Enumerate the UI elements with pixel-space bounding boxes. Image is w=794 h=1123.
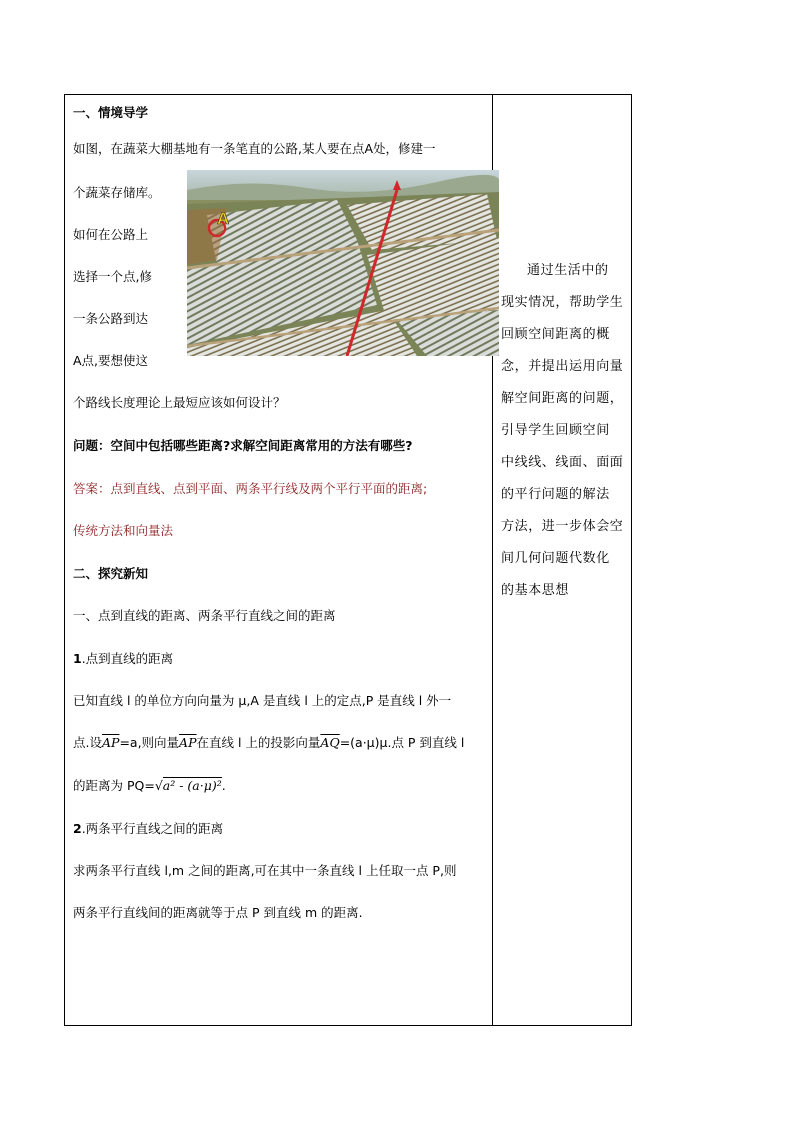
paragraph2-line1: 求两条平行直线 l,m 之间的距离,可在其中一条直线 l 上任取一点 P,则 xyxy=(73,863,457,878)
p1-l2-a: 点.设 xyxy=(73,735,102,750)
main-content-cell xyxy=(73,95,489,1025)
sidebar-line-2: 现实情况，帮助学生 xyxy=(501,295,624,310)
sidebar-line-1: 通过生活中的 xyxy=(527,263,609,278)
sidebar-line-5: 解空间距离的问题， xyxy=(501,391,624,406)
p1-l2-d: =(a·μ)μ.点 P 到直线 l xyxy=(339,735,465,750)
left-line-4: A点,要想使这 xyxy=(73,353,149,368)
question-tail: 个路线长度理论上最短应该如何设计？ xyxy=(73,395,286,410)
question-text: 问题：空间中包括哪些距离?求解空间距离常用的方法有哪些? xyxy=(73,438,413,453)
greenhouse-illustration xyxy=(187,170,499,356)
point-a-label: A xyxy=(217,209,230,228)
p1-l2-b: =a,则向量 xyxy=(119,735,180,750)
sidebar-line-9: 方法，进一步体会空 xyxy=(501,519,624,534)
intro-line-2: 个蔬菜存储库。 xyxy=(73,185,161,200)
sqrt-formula: a² - (a·μ)² xyxy=(162,778,222,793)
left-line-1: 如何在公路上 xyxy=(73,227,149,242)
item1-title: .点到直线的距离 xyxy=(81,651,174,666)
paragraph1-line1: 已知直线 l 的单位方向向量为 μ,A 是直线 l 上的定点,P 是直线 l 外一 xyxy=(73,693,452,708)
sidebar-line-6: 引导学生回顾空间 xyxy=(501,423,610,438)
left-line-3: 一条公路到达 xyxy=(73,311,149,326)
section2-title: 二、探究新知 xyxy=(73,566,149,581)
p1-l2-c: 在直线 l 上的投影向量 xyxy=(196,735,321,750)
vector-ap: $\overline{AP}$ xyxy=(101,735,120,750)
sidebar-line-8: 的平行问题的解法 xyxy=(501,487,610,502)
vector-ap-2: $\overline{AP}$ xyxy=(179,735,197,750)
sidebar-line-4: 念，并提出运用向量 xyxy=(501,359,624,374)
sqrt-symbol: √ xyxy=(154,778,163,793)
vector-aq: $\overline{AQ}$ xyxy=(320,735,340,750)
paragraph1-line2 xyxy=(73,735,464,751)
item1-number: 1 xyxy=(73,651,82,666)
sidebar-notes-cell xyxy=(501,95,627,1025)
intro-line-1: 如图，在蔬菜大棚基地有一条笔直的公路,某人要在点A处，修建一 xyxy=(73,141,436,156)
item2-heading xyxy=(73,821,223,837)
sidebar-line-11: 的基本思想 xyxy=(501,583,570,598)
item1-heading xyxy=(73,651,173,667)
section2-subtitle: 一、点到直线的距离、两条平行直线之间的距离 xyxy=(73,608,336,623)
lesson-table xyxy=(64,94,632,1026)
greenhouse-aerial-photo xyxy=(187,170,499,356)
p1-l3-a: 的距离为 PQ= xyxy=(73,778,155,793)
paragraph1-line3 xyxy=(73,778,226,794)
answer-line-2: 传统方法和向量法 xyxy=(73,523,174,538)
item2-number: 2 xyxy=(73,821,82,836)
paragraph2-line2: 两条平行直线间的距离就等于点 P 到直线 m 的距离. xyxy=(73,905,363,920)
section1-title: 一、情境导学 xyxy=(73,105,149,120)
sidebar-line-10: 间几何问题代数化 xyxy=(501,551,610,566)
p1-l3-end: . xyxy=(221,778,226,793)
item2-title: .两条平行直线之间的距离 xyxy=(81,821,224,836)
sidebar-line-7: 中线线、线面、面面 xyxy=(501,455,624,470)
sidebar-line-3: 回顾空间距离的概 xyxy=(501,327,610,342)
left-line-2: 选择一个点,修 xyxy=(73,269,152,284)
answer-line-1: 答案：点到直线、点到平面、两条平行线及两个平行平面的距离; xyxy=(73,481,428,496)
